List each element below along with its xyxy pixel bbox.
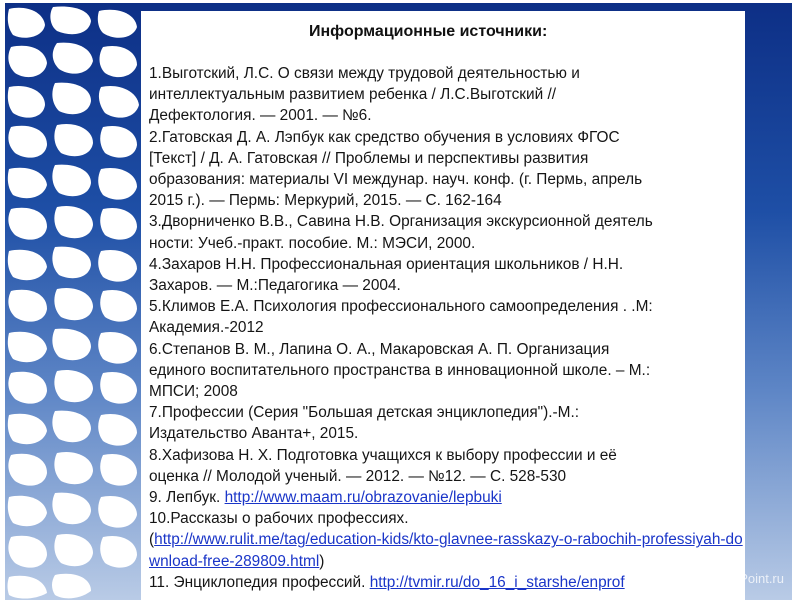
slide: [5, 3, 792, 600]
reference-item: [149, 296, 745, 338]
reference-text: 3.Дворниченко В.В., Савина Н.В. Организация экскурсионной деятель ности: Учеб.-практ. пособие. М.: МЭСИ, 2000.: [149, 213, 653, 252]
worker-stories-link[interactable]: http://www.rulit.me/tag/education-kids/kto-glavnee-rasskazy-o-rabochih-professiyah-download-free-289809.html: [149, 531, 743, 570]
reference-text: 1.Выготский, Л.С. О связи между трудовой деятельностью и интеллектуальным развитием ребенка / Л.С.Выготский // Дефектология. — 2001. — №6.: [149, 65, 580, 125]
reference-item: [149, 402, 745, 444]
reference-text: 8.Хафизова Н. Х. Подготовка учащихся к выбору профессии и её оценка // Молодой ученый. — 2012. — №12. — С. 528-530: [149, 446, 617, 485]
reference-item: [149, 254, 745, 296]
reference-item: [149, 63, 745, 127]
reference-item: [149, 127, 745, 212]
mosaic-decoration: [5, 3, 155, 600]
reference-text: 11. Энциклопедия профессий.: [149, 573, 370, 591]
references-panel: [141, 11, 745, 600]
reference-list: [149, 63, 745, 593]
encyclopedia-link[interactable]: http://tvmir.ru/do_16_i_starshe/enprof: [369, 573, 625, 591]
reference-item: [149, 211, 745, 253]
reference-text: 5.Климов Е.А. Психология профессионального самоопределения . .М: Академия.-2012: [149, 298, 653, 337]
slide-heading: Информационные источники:: [309, 23, 548, 40]
lepbook-link[interactable]: http://www.maam.ru/obrazovanie/lepbuki: [224, 489, 502, 507]
reference-item: [149, 445, 745, 487]
reference-text: 9. Лепбук.: [149, 489, 225, 507]
reference-item: [149, 487, 745, 508]
reference-text: 10.Рассказы о рабочих профессиях. (: [149, 510, 409, 549]
reference-text: 6.Степанов В. М., Лапина О. А., Макаровская А. П. Организация единого воспитательного пространства в инновационной школе. – М.: МПСИ; 2008: [149, 340, 651, 401]
reference-tail: ): [319, 552, 325, 570]
reference-item: [149, 508, 745, 572]
reference-text: 4.Захаров Н.Н. Профессиональная ориентация школьников / Н.Н. Захаров. — М.:Педагогика — 2004.: [149, 255, 624, 295]
reference-item: [149, 572, 745, 593]
reference-text: 2.Гатовская Д. А. Лэпбук как средство обучения в условиях ФГОС [Текст] / Д. А. Гатовская // Проблемы и перспективы развития образования: материалы VI междунар. науч. конф. (г. Пермь, апрель 2015 г.). — Пермь: Меркурий, 2015. — С. 162-164: [149, 128, 643, 210]
reference-item: [149, 339, 745, 403]
reference-text: 7.Профессии (Серия "Большая детская энциклопедия").-М.: Издательство Аванта+, 2015.: [149, 404, 580, 443]
watermark: ProPowerPoint.ru: [682, 571, 784, 586]
